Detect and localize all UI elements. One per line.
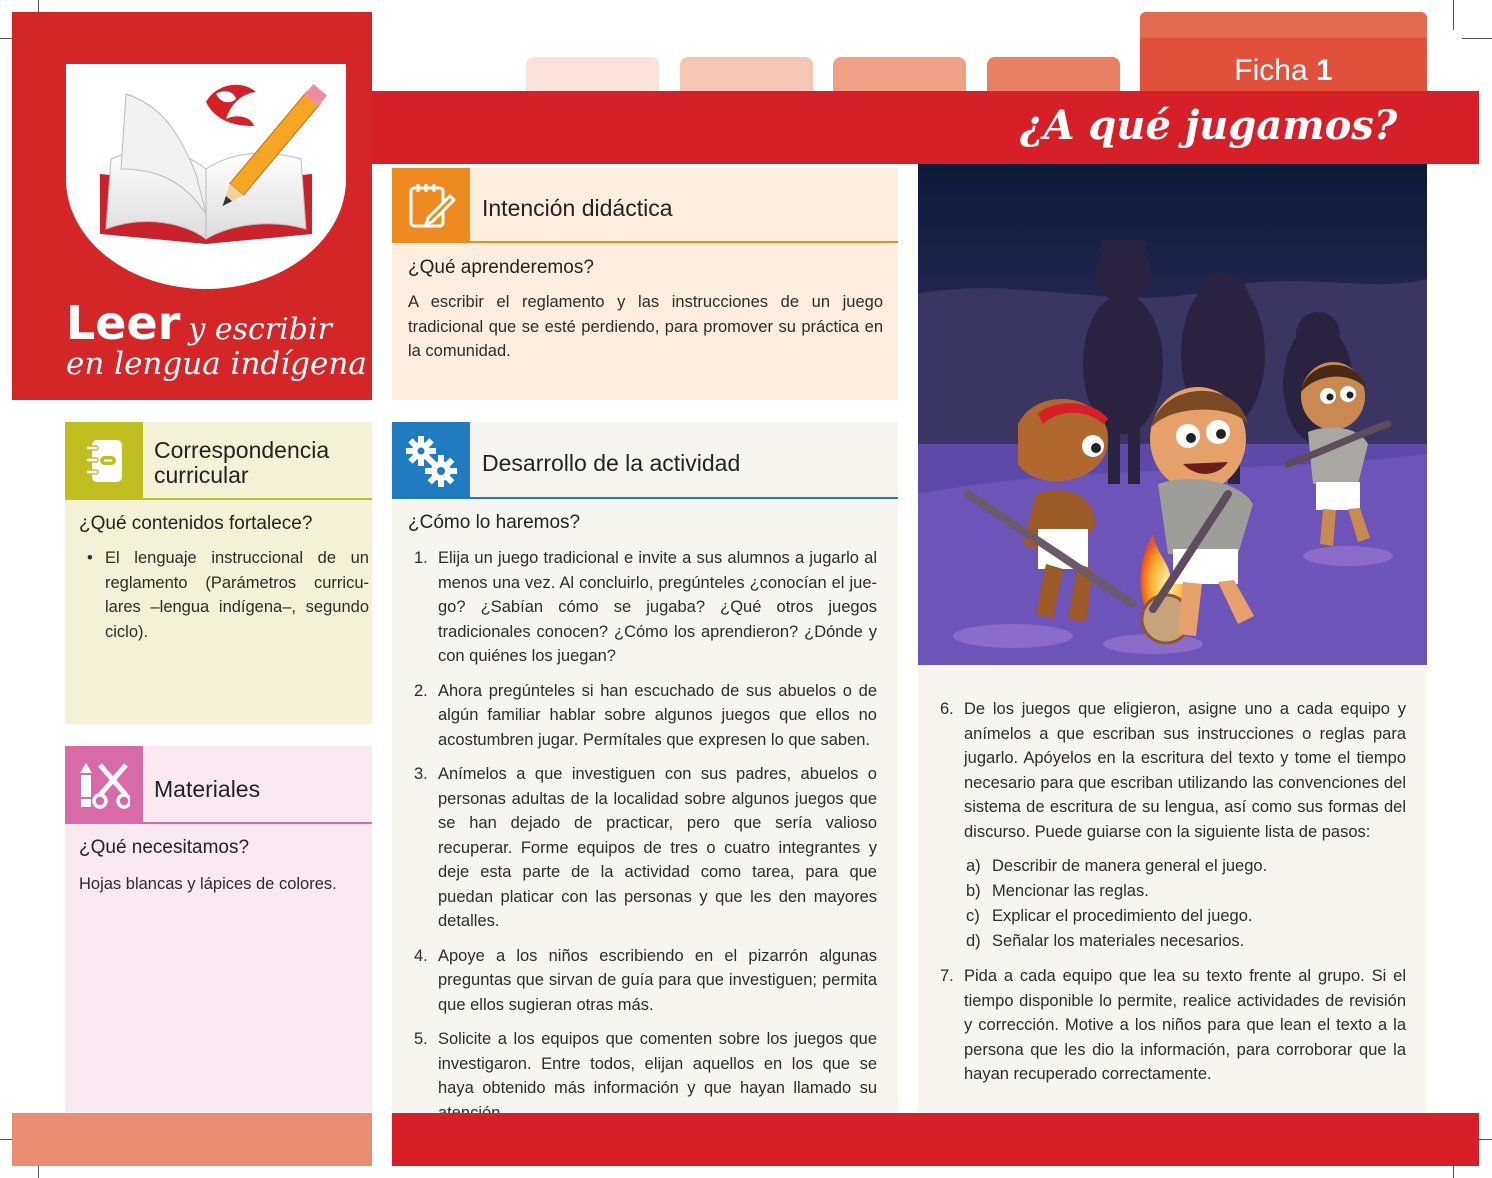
step-item bbox=[940, 964, 1406, 1087]
step-number: 4. bbox=[414, 946, 428, 965]
header-tab-3 bbox=[833, 57, 966, 93]
logo-shield bbox=[66, 64, 346, 289]
step-number: 7. bbox=[940, 967, 954, 985]
footer-bar-right bbox=[392, 1113, 1479, 1166]
step-text: Pida a cada equipo que lea su texto frente al grupo. Si el tiempo disponible lo permite, realice actividades de revisión y corrección. Motive a los niños para que lean el texto a la persona que les dio la información, para corroborar que la hayan recuperado correctamente. bbox=[964, 967, 1406, 1083]
substep-item bbox=[964, 929, 1406, 954]
desarrollo-panel bbox=[392, 422, 898, 1112]
scissors-pencil-icon bbox=[65, 746, 143, 824]
desarrollo-question: ¿Cómo lo haremos? bbox=[408, 512, 581, 533]
step-text: Apoye a los niños escribiendo en el pizarrón algunas preguntas que sirvan de guía para que investiguen; permita que ellos sugieran otras más. bbox=[438, 946, 877, 1014]
ficha-label-text: Ficha bbox=[1234, 54, 1308, 87]
intencion-question: ¿Qué aprenderemos? bbox=[408, 257, 594, 278]
correspondencia-panel bbox=[65, 422, 372, 724]
substep-item bbox=[964, 854, 1406, 879]
steps-list-continued bbox=[940, 697, 1406, 1097]
step-number: 1. bbox=[414, 549, 428, 567]
correspondencia-bullet bbox=[87, 546, 369, 644]
substep-letter: b) bbox=[966, 882, 981, 900]
logo-title-bold: Leer bbox=[66, 296, 181, 350]
logo-title-script: y escribir bbox=[188, 312, 332, 347]
step-text: Solicite a los equipos que comenten sobre los juegos que investigaron. Entre todos, elijan aquellos en los que se haya obtenido más información y que hayan llamado su bbox=[438, 1030, 877, 1097]
materiales-title: Materiales bbox=[154, 776, 261, 802]
ficha-number: 1 bbox=[1316, 54, 1333, 87]
panel-rule bbox=[143, 822, 372, 824]
substep-item bbox=[964, 904, 1406, 929]
correspondencia-title-line2: curricular bbox=[154, 462, 249, 488]
step-item bbox=[414, 762, 877, 934]
materiales-panel bbox=[65, 746, 372, 1112]
step-item bbox=[414, 546, 877, 669]
step-number: 3. bbox=[414, 765, 428, 783]
crop-mark bbox=[1462, 38, 1492, 39]
substep-letter: c) bbox=[966, 907, 980, 925]
substep-text: Explicar el procedimiento del juego. bbox=[992, 907, 1253, 925]
gears-icon bbox=[392, 422, 470, 499]
substep-item bbox=[964, 879, 1406, 904]
panel-rule bbox=[470, 497, 898, 499]
page-title: ¿A qué jugamos? bbox=[1020, 102, 1398, 149]
intencion-text: A escribir el reglamento y las instrucciones de un juego tradicional que se esté perdiendo, para promover su práctica en la comunidad. bbox=[408, 293, 883, 360]
desarrollo-continuation bbox=[918, 665, 1427, 1112]
steps-list bbox=[414, 546, 877, 1135]
substep-text: Señalar los materiales necesarios. bbox=[992, 932, 1245, 950]
ficha-label bbox=[1140, 54, 1427, 88]
notebook-icon bbox=[65, 422, 143, 500]
step-item bbox=[414, 1027, 877, 1125]
correspondencia-question: ¿Qué contenidos fortalece? bbox=[79, 513, 313, 534]
intencion-title: Intención didáctica bbox=[482, 195, 673, 221]
step-item bbox=[940, 697, 1406, 954]
substep-text: Mencionar las reglas. bbox=[992, 882, 1149, 900]
children-playing-fireball-game-illustration bbox=[918, 164, 1427, 665]
correspondencia-bullet-text: El lenguaje instruccional de un reglamento (Parámetros curriculares –lengua indígena–, segundo ciclo). bbox=[105, 549, 369, 641]
step-text: Elija un juego tradicional e invite a sus alumnos a jugarlo al menos una vez. Al concluirlo, pregúnteles ¿conocían el juego? ¿Sabían cómo se jugaba? ¿Qué otros juegos tradicionales conocen? ¿Cómo los aprendieron? ¿Dónde y con quiénes los juegan? bbox=[438, 549, 877, 665]
notepad-pencil-icon bbox=[392, 168, 470, 243]
step-text: Ahora pregúnteles si han escuchado de sus abuelos o de algún familiar hablar sobre algunos juegos que ellos no acostumbren jugar. Permítales que expresen lo que saben. bbox=[438, 681, 877, 749]
logo-subtitle: en lengua indígena bbox=[66, 346, 367, 382]
header-tab-4 bbox=[987, 57, 1120, 93]
footer-bar-left bbox=[12, 1113, 372, 1166]
header-tab-1 bbox=[526, 57, 659, 93]
crop-mark bbox=[1453, 0, 1454, 30]
step-number: 6. bbox=[940, 700, 954, 718]
header-tab-2 bbox=[680, 57, 813, 93]
substep-text: Describir de manera general el juego. bbox=[992, 857, 1268, 875]
step-text: De los juegos que eligieron, asigne uno a cada equipo y anímelos a que escriban sus instrucciones o reglas para jugarlo. Apóyelos en la escritura del texto y tome el tiempo necesario para que escriban utilizando las convenciones del sistema de escritura de su lengua, así como sus formas del discurso. Puede guiarse con la siguiente lista de pasos: bbox=[964, 700, 1406, 841]
logo-title bbox=[66, 296, 332, 350]
book-and-pencil-icon bbox=[66, 64, 346, 289]
substep-letter: d) bbox=[966, 932, 981, 950]
step-number: 2. bbox=[414, 681, 428, 700]
step-item bbox=[414, 944, 877, 1018]
materiales-question: ¿Qué necesitamos? bbox=[79, 837, 250, 858]
intencion-panel bbox=[392, 168, 898, 400]
substep-letter: a) bbox=[966, 857, 981, 875]
step-item bbox=[414, 679, 877, 753]
substeps-list bbox=[964, 854, 1406, 954]
correspondencia-title-line1: Correspondencia bbox=[154, 437, 330, 463]
step-number: 5. bbox=[414, 1030, 428, 1048]
materiales-text: Hojas blancas y lápices de colores. bbox=[79, 875, 337, 893]
step-text: Anímelos a que investiguen con sus padres, abuelos o personas adultas de la localidad sobre algunos juegos que se han dejado de practicar, pero que sería valioso recuperar. Forme equipos de tres o cuatro integrantes y deje esta parte de la actividad como tarea, para que puedan platicar con las personas y que les den mayores detalles. bbox=[438, 765, 877, 930]
desarrollo-title: Desarrollo de la actividad bbox=[482, 450, 741, 476]
panel-rule bbox=[143, 498, 372, 500]
bullet-dot: • bbox=[87, 549, 93, 567]
panel-rule bbox=[470, 241, 898, 243]
